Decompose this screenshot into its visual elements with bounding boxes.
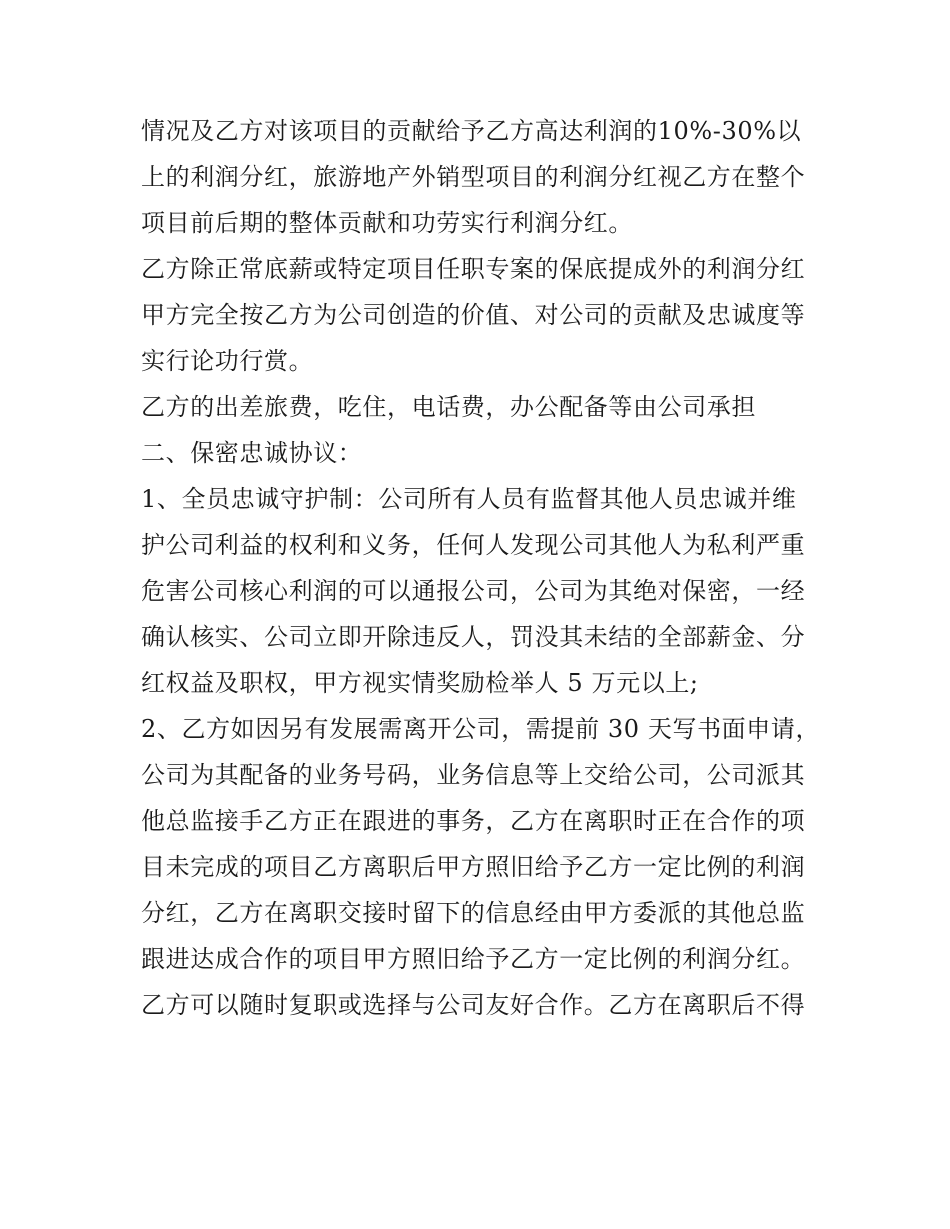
text-line: 目未完成的项目乙方离职后甲方照旧给予乙方一定比例的利润 bbox=[141, 853, 806, 881]
text-line: 公司为其配备的业务号码，业务信息等上交给公司，公司派其 bbox=[141, 761, 806, 789]
document-body bbox=[141, 108, 821, 1028]
text-line: 他总监接手乙方正在跟进的事务，乙方在离职时正在合作的项 bbox=[141, 807, 806, 835]
text-line: 确认核实、公司立即开除违反人，罚没其未结的全部薪金、分 bbox=[141, 623, 806, 651]
text-line: 分红，乙方在离职交接时留下的信息经由甲方委派的其他总监 bbox=[141, 899, 806, 927]
text-line: 乙方除正常底薪或特定项目任职专案的保底提成外的利润分红 bbox=[141, 255, 806, 283]
text-line: 红权益及职权，甲方视实情奖励检举人 5 万元以上; bbox=[141, 669, 699, 697]
text-line: 甲方完全按乙方为公司创造的价值、对公司的贡献及忠诚度等 bbox=[141, 301, 806, 329]
text-line: 乙方的出差旅费，吃住，电话费，办公配备等由公司承担 bbox=[141, 393, 756, 421]
text-line: 项目前后期的整体贡献和功劳实行利润分红。 bbox=[141, 209, 633, 237]
text-line: 跟进达成合作的项目甲方照旧给予乙方一定比例的利润分红。 bbox=[141, 945, 806, 973]
text-line: 乙方可以随时复职或选择与公司友好合作。乙方在离职后不得 bbox=[141, 991, 806, 1019]
text-line: 护公司利益的权利和义务，任何人发现公司其他人为私利严重 bbox=[141, 531, 806, 559]
text-line: 情况及乙方对该项目的贡献给予乙方高达利润的10%-30%以 bbox=[141, 117, 802, 145]
text-line: 1、全员忠诚守护制：公司所有人员有监督其他人员忠诚并维 bbox=[141, 485, 797, 513]
text-line: 2、乙方如因另有发展需离开公司，需提前 30 天写书面申请， bbox=[141, 715, 821, 743]
section-heading: 二、保密忠诚协议： bbox=[141, 439, 363, 467]
text-line: 危害公司核心利润的可以通报公司，公司为其绝对保密，一经 bbox=[141, 577, 806, 605]
text-line: 上的利润分红，旅游地产外销型项目的利润分红视乙方在整个 bbox=[141, 163, 806, 191]
text-line: 实行论功行赏。 bbox=[141, 347, 314, 375]
